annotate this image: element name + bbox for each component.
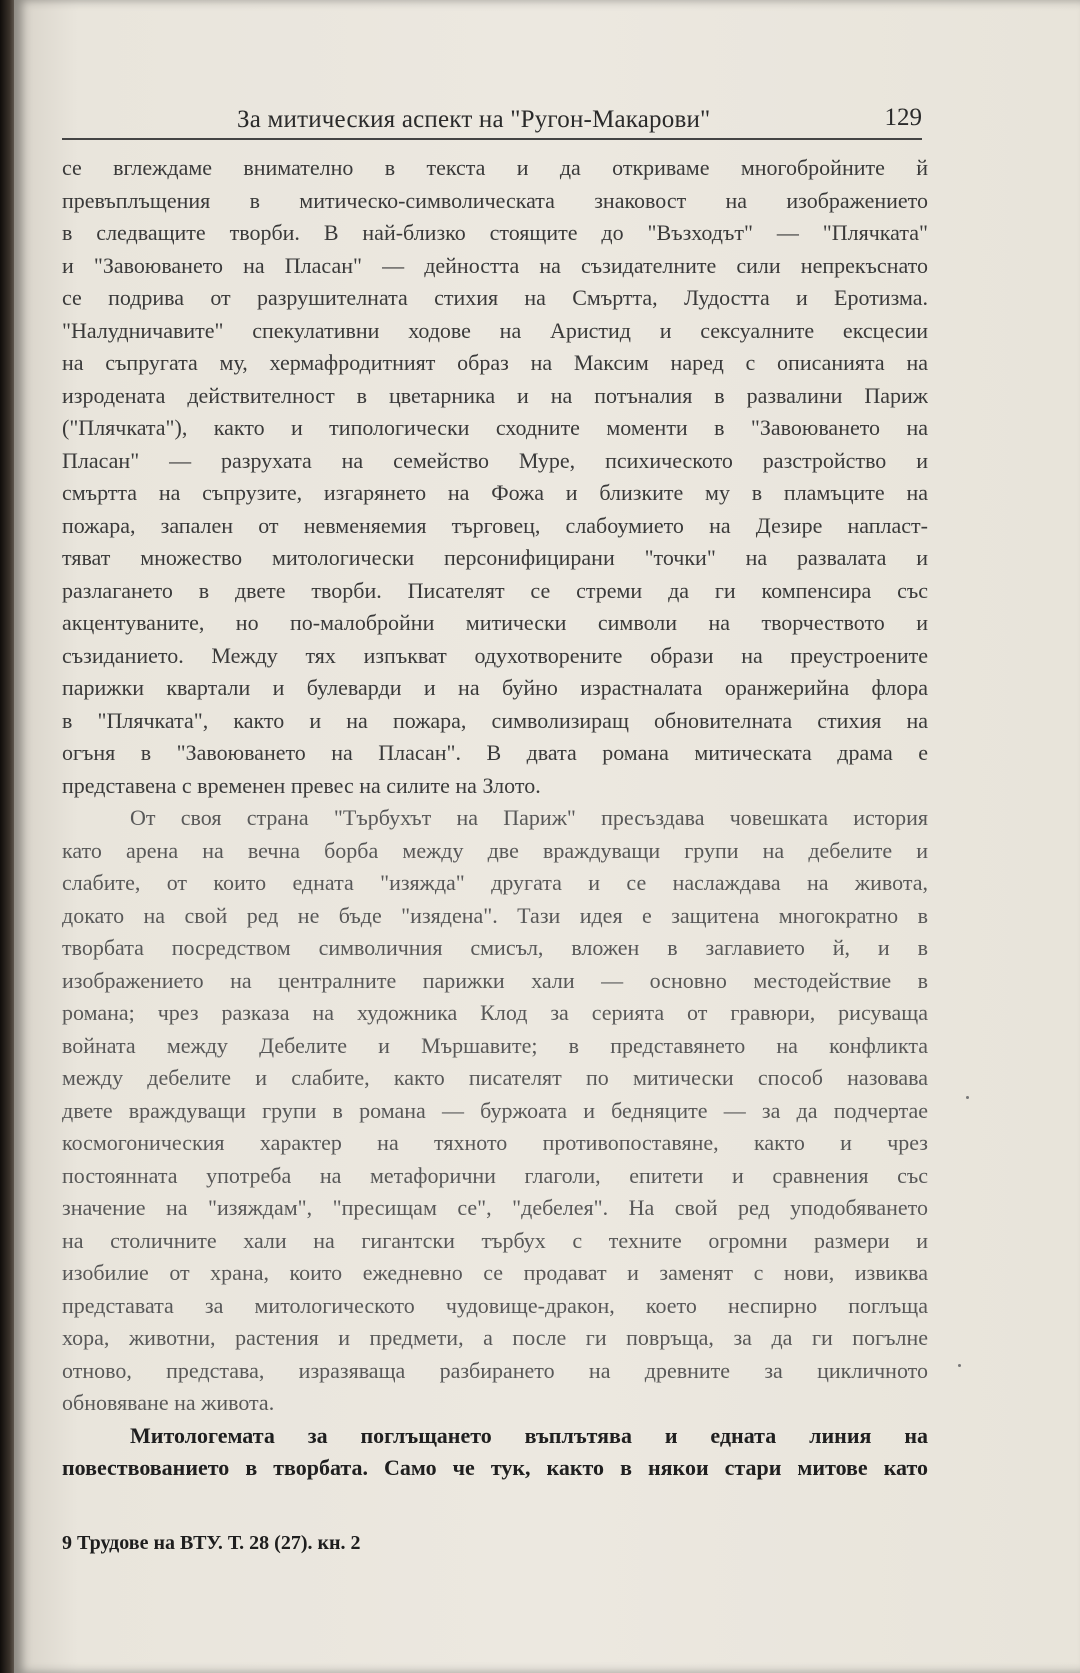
text-line: творбата посредством символичния смисъл, вложен в заглавието й, и в <box>62 935 928 960</box>
text-line: в следващите творби. В най-близко стоящите до "Възходът" — "Плячката" <box>62 220 928 245</box>
text-line: смъртта на съпрузите, изгарянето на Фожа и близките му в пламъците на <box>62 480 928 505</box>
text-line: се подрива от разрушителната стихия на Смъртта, Лудостта и Еротизма. <box>62 285 928 310</box>
text-line: изображението на централните парижки хали — основно местодействие в <box>62 967 928 993</box>
paragraph-1 <box>62 152 928 802</box>
text-line: се вглеждаме внимателно в текста и да откриваме многобройните й <box>62 155 928 180</box>
text-line: на съпругата му, хермафродитният образ на Максим наред с описанията на <box>62 350 928 375</box>
text-line: и "Завоюването на Пласан" — дейността на съзидателните сили непрекъснато <box>62 252 928 278</box>
text-line: на столичните хали на гигантски търбух с техните огромни размери и <box>62 1227 928 1253</box>
paragraph-3 <box>62 1420 928 1485</box>
page-number: 129 <box>884 104 922 131</box>
text-line: между дебелите и слабите, както писателят по митически способ назовава <box>62 1065 928 1090</box>
text-line: изобилие от храна, които ежедневно се продават и заменят с нови, извиква <box>62 1260 928 1285</box>
text-line: романа; чрез разказа на художника Клод за серията от гравюри, рисуваща <box>62 1000 928 1025</box>
text-line: обновяване на живота. <box>62 1390 275 1415</box>
text-line: повествованието в творбата. Само че тук, както в някои стари митове като <box>62 1455 928 1480</box>
text-line: акцентуваните, но по-малобройни митически символи на творчеството и <box>62 610 928 635</box>
text-line: слабите, от които едната "изяжда" другата и се наслаждава на живота, <box>62 870 928 895</box>
text-line: ("Плячката"), както и типологически сходните моменти в "Завоюването на <box>62 415 928 440</box>
text-line: войната между Дебелите и Мършавите; в представянето на конфликта <box>62 1032 928 1058</box>
text-line: двете враждуващи групи в романа — буржоата и бедняците — за да подчертае <box>62 1097 928 1123</box>
text-line: разлагането в двете творби. Писателят се стреми да ги компенсира със <box>62 577 928 603</box>
text-line: хора, животни, растения и предмети, а после ги повръща, за да ги погълне <box>62 1325 928 1350</box>
paragraph-2 <box>62 802 928 1420</box>
text-line: Пласан" — разрухата на семейство Муре, психическото разстройство и <box>62 447 928 473</box>
running-header <box>62 100 922 140</box>
paper-speck <box>958 1364 961 1367</box>
text-line: Митологемата за поглъщането въплътява и едната линия на <box>130 1422 928 1448</box>
paper-speck <box>966 1096 969 1099</box>
text-line: постоянната употреба на метафорични глаголи, епитети и сравнения със <box>62 1162 928 1188</box>
body-text <box>62 152 928 1485</box>
text-line: огъня в "Завоюването на Пласан". В двата романа митическата драма е <box>62 740 928 765</box>
text-line: в "Плячката", както и на пожара, символизиращ обновителната стихия на <box>62 707 928 733</box>
footer-signature-note: 9 Трудове на ВТУ. Т. 28 (27). кн. 2 <box>62 1532 361 1554</box>
text-line: От своя страна "Търбухът на Париж" пресъздава човешката история <box>130 805 928 830</box>
text-line: пожара, запален от невменяемия търговец, слабоумието на Дезире напласт- <box>62 512 928 538</box>
text-line: "Налудничавите" спекулативни ходове на Аристид и сексуалните ексцесии <box>62 317 928 343</box>
text-line: представена с временен превес на силите на Злото. <box>62 772 541 798</box>
text-line: съзиданието. Между тях изпъкват одухотворените образи на преустроените <box>62 642 928 668</box>
text-line: парижки квартали и булеварди и на буйно израстналата оранжерийна флора <box>62 675 928 700</box>
text-line: като арена на вечна борба между две враждуващи групи на дебелите и <box>62 837 928 863</box>
text-line: докато на свой ред не бъде "изядена". Тази идея е защитена многократно в <box>62 902 928 928</box>
text-line: тяват множество митологически персонифицирани "точки" на развалата и <box>62 545 928 570</box>
text-line: космогоническия характер на тяхното противопоставяне, както и чрез <box>62 1130 928 1155</box>
text-line: отново, представа, изразяваща разбирането на древните за цикличното <box>62 1357 928 1383</box>
running-title: За митическия аспект на "Ругон-Макарови" <box>237 106 711 133</box>
text-line: представата за митологическото чудовище-дракон, което неспирно поглъща <box>62 1292 928 1318</box>
text-line: изродената действителност в цветарника и на потъналия в развалини Париж <box>62 382 928 408</box>
text-line: превъплъщения в митическо-символическата знаковост на изображението <box>62 187 928 213</box>
text-line: значение на "изяждам", "пресищам се", "дебелея". На свой ред уподобяването <box>62 1195 928 1220</box>
